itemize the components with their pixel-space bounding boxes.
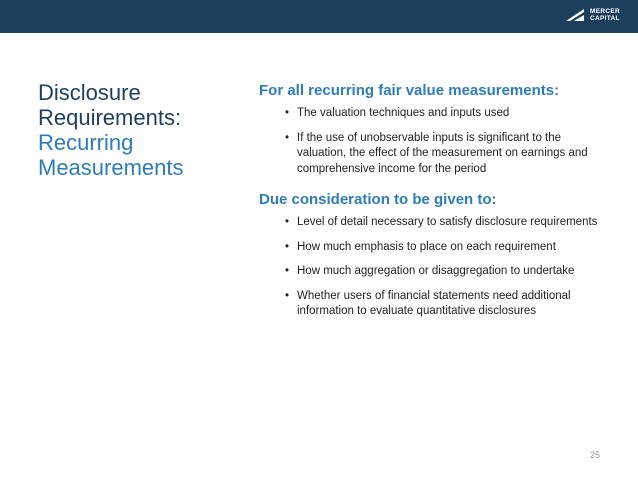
subtitle-line2: Measurements xyxy=(38,155,184,180)
logo-mark-icon xyxy=(564,8,586,22)
subtitle-line1: Recurring xyxy=(38,130,134,155)
section-heading: Due consideration to be given to: xyxy=(259,191,497,208)
title-line2: Requirements: xyxy=(38,105,182,130)
logo-line2: CAPITAL xyxy=(590,15,620,22)
list-item: • How much emphasis to place on each requirement xyxy=(285,240,609,256)
mercer-capital-logo xyxy=(564,8,620,22)
bullet-list xyxy=(259,215,609,320)
list-item: • The valuation techniques and inputs used xyxy=(285,106,609,122)
header-bar xyxy=(0,0,638,33)
bullet-list xyxy=(259,106,609,177)
list-item: • Whether users of financial statements need additional information to evaluate quantitative disclosures xyxy=(285,289,609,320)
logo-line1: MERCER xyxy=(590,8,620,15)
list-item: • Level of detail necessary to satisfy disclosure requirements xyxy=(285,215,609,231)
page-number: 25 xyxy=(589,450,600,460)
slide-content xyxy=(259,82,609,329)
list-item: • If the use of unobservable inputs is significant to the valuation, the effect of the measurement on earnings and comprehensive income for the period xyxy=(285,131,609,178)
list-item: • How much aggregation or disaggregation to undertake xyxy=(285,264,609,280)
title-line1: Disclosure xyxy=(38,80,141,105)
section-consideration xyxy=(259,191,609,320)
section-recurring xyxy=(259,82,609,177)
section-heading: For all recurring fair value measurements: xyxy=(259,82,560,99)
slide-title xyxy=(38,80,228,180)
